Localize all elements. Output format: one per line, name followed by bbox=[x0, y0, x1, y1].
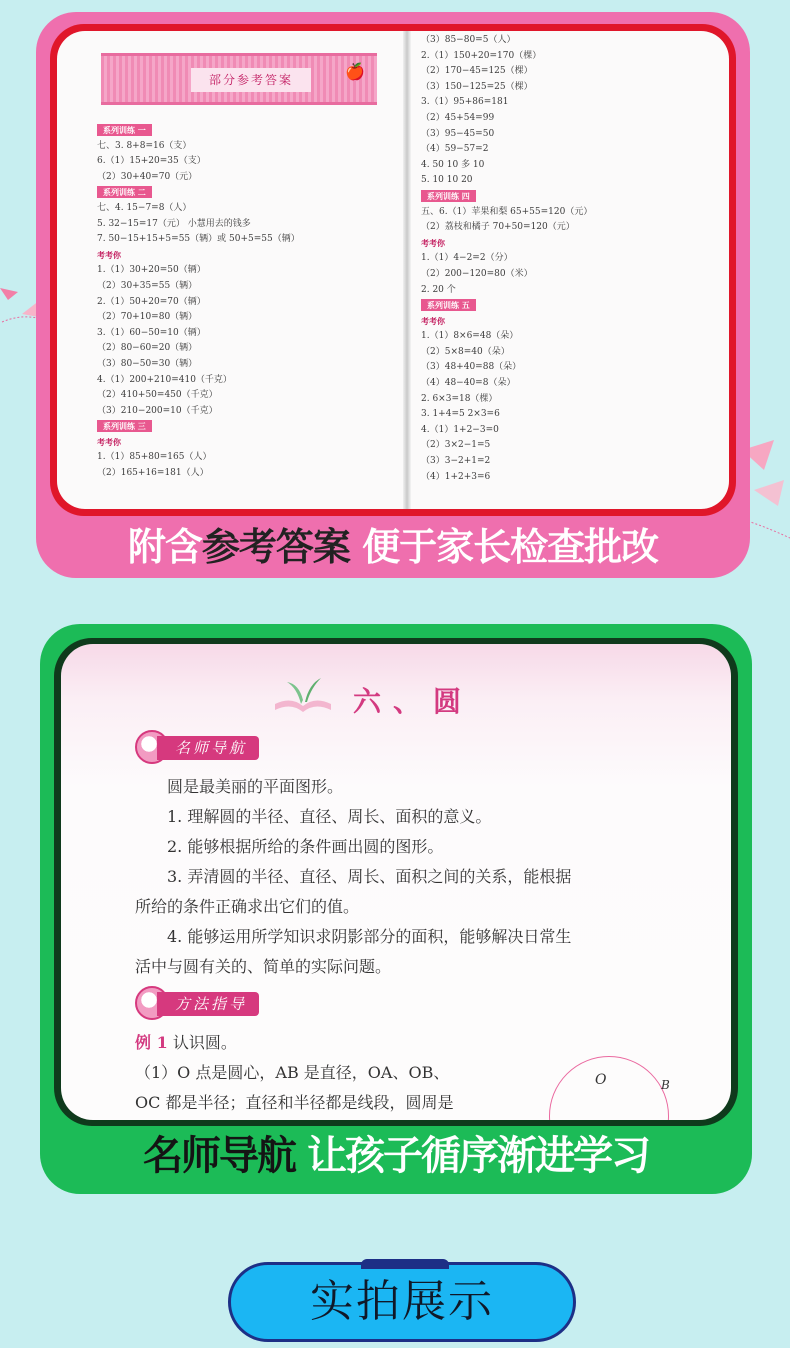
answer-line: 3.（1）95+86=181 bbox=[421, 97, 509, 108]
example-label: 例 1 bbox=[135, 1033, 168, 1052]
answer-line: 4. 50 10 多 10 bbox=[421, 159, 485, 170]
answer-line: （2）30+35=55（辆） bbox=[97, 280, 198, 291]
answer-line: 五、6.（1）苹果和梨 65+55=120（元） bbox=[421, 206, 593, 217]
answer-line: （3）150−125=25（棵） bbox=[421, 81, 533, 92]
answer-subheading: 考考你 bbox=[421, 315, 445, 326]
answer-line: （2）45+54=99 bbox=[421, 112, 495, 123]
chapter-paragraph: 2. 能够根据所给的条件画出圆的图形。 bbox=[167, 837, 444, 856]
answer-line: 7. 50−15+15+5=55（辆）或 50+5=55（辆） bbox=[97, 234, 300, 245]
answer-line: （3）48+40=88（朵） bbox=[421, 362, 522, 373]
answer-line: （3）3−2+1=2 bbox=[421, 456, 491, 467]
answer-line: 1.（1）8×6=48（朵） bbox=[421, 331, 519, 342]
answers-left-column bbox=[97, 123, 393, 482]
answer-line: （2）3×2−1=5 bbox=[421, 440, 491, 451]
answer-line: （4）1+2+3=6 bbox=[421, 471, 491, 482]
example-line: OC 都是半径；直径和半径都是线段，圆周是 bbox=[135, 1093, 454, 1112]
answer-line: 七、3. 8+8=16（支） bbox=[97, 140, 192, 151]
circle-center-label: O bbox=[595, 1072, 607, 1088]
caption2-highlight: 名师导航 bbox=[143, 1133, 296, 1179]
book-spine bbox=[403, 31, 411, 509]
answer-line: 七、4. 15−7=8（人） bbox=[97, 202, 192, 213]
chapter-title: 六、圆 bbox=[353, 685, 474, 718]
caption1-part1: 附含 bbox=[127, 525, 202, 569]
answer-line: 1.（1）4−2=2（分） bbox=[421, 253, 513, 264]
answers-heading: 部分参考答案 bbox=[191, 68, 311, 92]
answers-photo bbox=[57, 31, 729, 509]
circle-point-label: B bbox=[661, 1078, 670, 1092]
chapter-paragraph: 所给的条件正确求出它们的值。 bbox=[135, 897, 360, 916]
apple-icon: 🍎 bbox=[345, 62, 365, 81]
real-photo-button-label: 实拍展示 bbox=[310, 1276, 494, 1327]
answer-line: （4）59−57=2 bbox=[421, 144, 489, 155]
answer-line: 2. 6×3=18（棵） bbox=[421, 393, 498, 404]
chapter-photo bbox=[61, 644, 731, 1120]
answer-line: 3. 1+4=5 2×3=6 bbox=[421, 409, 500, 420]
answer-section-tag bbox=[97, 185, 393, 201]
answer-line: （2）200−120=80（米） bbox=[421, 268, 533, 279]
answer-section-tag-label: 系列训练 四 bbox=[421, 190, 476, 202]
answer-section-tag-label: 系列训练 三 bbox=[97, 420, 152, 432]
answer-line: （2）70+10=80（辆） bbox=[97, 312, 198, 323]
answer-line: （3）85−80=5（人） bbox=[421, 35, 516, 45]
answers-panel bbox=[36, 12, 750, 578]
chapter-paragraph: 圆是最美丽的平面图形。 bbox=[167, 777, 344, 796]
section-teacher-guide-label: 名师导航 bbox=[157, 736, 259, 760]
answer-line: 1.（1）30+20=50（辆） bbox=[97, 265, 206, 276]
chapter-paragraph: 3. 弄清圆的半径、直径、周长、面积之间的关系，能根据 bbox=[167, 867, 572, 886]
chapter-caption bbox=[40, 1124, 752, 1181]
answers-frame bbox=[50, 24, 736, 516]
caption1-part3: 便于家长检查批改 bbox=[349, 525, 659, 569]
caption2-part2: 让孩子循序渐进学习 bbox=[295, 1133, 649, 1179]
answer-line: （2）170−45=125（棵） bbox=[421, 66, 533, 77]
chapter-frame bbox=[54, 638, 738, 1126]
answer-line: （4）48−40=8（朵） bbox=[421, 378, 516, 389]
chapter-paragraphs bbox=[135, 772, 695, 982]
answer-line: 4.（1）200+210=410（千克） bbox=[97, 374, 232, 385]
answer-section-tag bbox=[421, 298, 721, 314]
answer-line: 3.（1）60−50=10（辆） bbox=[97, 327, 206, 338]
answer-line: （2）荔枝和橘子 70+50=120（元） bbox=[421, 222, 575, 233]
caption1-highlight: 参考答案 bbox=[201, 525, 350, 569]
example-line: （1）O 点是圆心，AB 是直径，OA、OB、 bbox=[135, 1063, 450, 1082]
answer-line: （2）165+16=181（人） bbox=[97, 468, 209, 479]
answers-right-column bbox=[421, 33, 721, 485]
example-heading bbox=[135, 1028, 695, 1058]
answer-line: （2）80−60=20（辆） bbox=[97, 343, 198, 354]
answer-line: 6.（1）15+20=35（支） bbox=[97, 156, 206, 167]
real-photo-button[interactable] bbox=[228, 1262, 576, 1342]
answer-line: 5. 32−15=17（元） 小慧用去的钱多 bbox=[97, 218, 251, 229]
answer-section-tag bbox=[97, 123, 393, 139]
answer-subheading: 考考你 bbox=[97, 249, 121, 260]
answers-heading-banner bbox=[101, 53, 377, 105]
answer-line: 2. 20 个 bbox=[421, 284, 456, 295]
answer-section-tag-label: 系列训练 一 bbox=[97, 124, 152, 136]
chapter-paragraph: 活中与圆有关的、简单的实际问题。 bbox=[135, 957, 392, 976]
answer-line: （3）210−200=10（千克） bbox=[97, 405, 218, 416]
chapter-paragraph: 4. 能够运用所学知识求阴影部分的面积，能够解决日常生 bbox=[167, 927, 572, 946]
answer-section-tag bbox=[421, 189, 721, 205]
answer-section-tag-label: 系列训练 五 bbox=[421, 299, 476, 311]
answer-line: 2.（1）150+20=170（棵） bbox=[421, 50, 542, 61]
answer-line: （2）5×8=40（朵） bbox=[421, 346, 510, 357]
chapter-panel bbox=[40, 624, 752, 1194]
section-method-guide-label: 方法指导 bbox=[157, 992, 259, 1016]
answer-line: （2）30+40=70（元） bbox=[97, 171, 198, 182]
answer-line: 1.（1）85+80=165（人） bbox=[97, 452, 212, 463]
open-book-icon bbox=[271, 674, 335, 718]
answer-subheading: 考考你 bbox=[97, 436, 121, 447]
answer-line: 5. 10 10 20 bbox=[421, 175, 473, 186]
answer-section-tag-label: 系列训练 二 bbox=[97, 186, 152, 198]
answer-line: （3）95−45=50 bbox=[421, 128, 495, 139]
answer-line: （2）410+50=450（千克） bbox=[97, 390, 218, 401]
answer-line: （3）80−50=30（辆） bbox=[97, 358, 198, 369]
chapter-paragraph: 1. 理解圆的半径、直径、周长、面积的意义。 bbox=[167, 807, 492, 826]
answer-section-tag bbox=[97, 419, 393, 435]
answers-caption bbox=[36, 516, 750, 571]
answer-line: 4.（1）1+2−3=0 bbox=[421, 424, 499, 435]
answer-line: 2.（1）50+20=70（辆） bbox=[97, 296, 206, 307]
button-top-tab bbox=[361, 1259, 449, 1269]
example-text: 认识圆。 bbox=[172, 1033, 237, 1052]
answer-subheading: 考考你 bbox=[421, 237, 445, 248]
